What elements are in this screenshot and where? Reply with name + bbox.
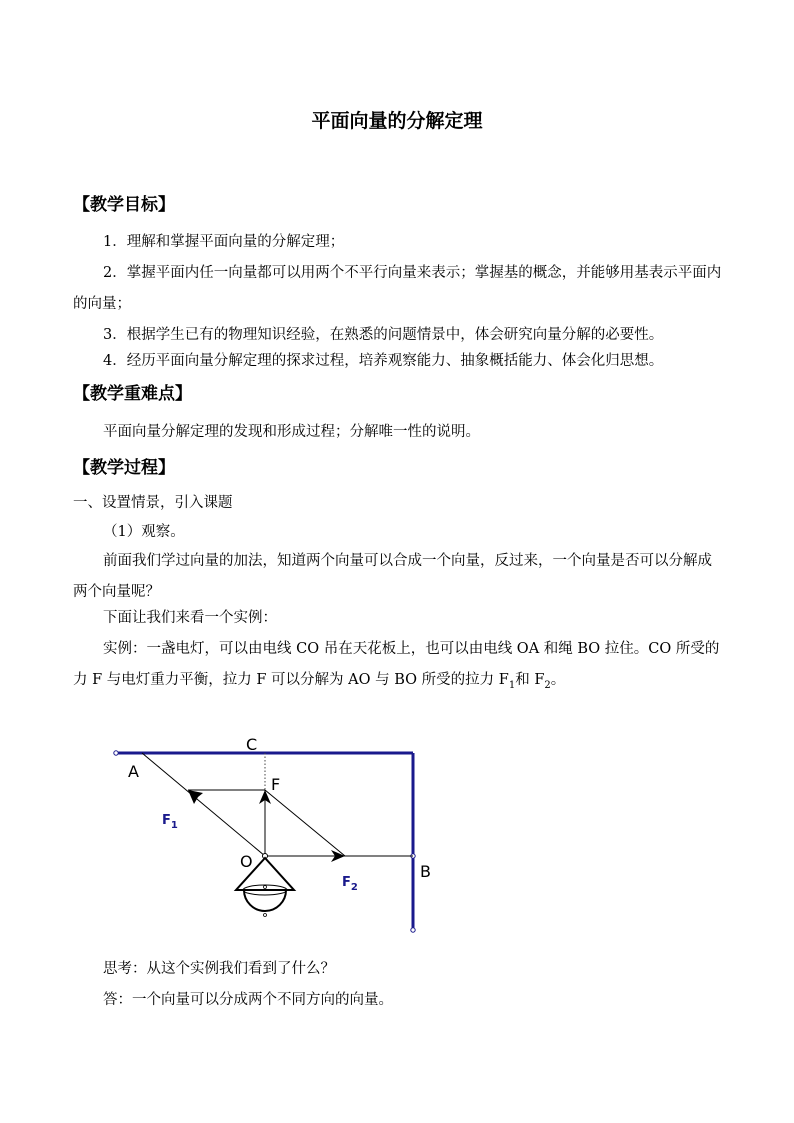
process-heading: 【教学过程】 <box>73 458 175 478</box>
label-o: O <box>240 852 253 871</box>
label-a: A <box>128 762 139 781</box>
observe-label: （1）观察。 <box>103 524 185 540</box>
wire-oa <box>142 753 265 856</box>
difficulties-text: 平面向量分解定理的发现和形成过程；分解唯一性的说明。 <box>103 424 480 440</box>
label-f1: $F_1$ <box>162 813 178 831</box>
paragraph-3-text-a: 实例：一盏电灯，可以由电线 CO 吊在天花板上，也可以由电线 OA 和绳 BO 拉住。CO 所受的力 F 与电灯重力平衡，拉力 F 可以分解为 AO 与 BO 所受的拉力 F <box>73 641 720 688</box>
force-decomposition-figure <box>0 720 794 940</box>
section-1-heading: 一、设置情景，引入课题 <box>73 495 233 511</box>
paragraph-3-sub-2: 2 <box>544 679 551 691</box>
document-title: 平面向量的分解定理 <box>311 110 483 132</box>
label-b: B <box>420 862 431 881</box>
goals-heading: 【教学目标】 <box>73 195 175 215</box>
label-f2: $F_2$ <box>342 875 358 893</box>
goal-item-2: 2．掌握平面内任一向量都可以用两个不平行向量来表示；掌握基的概念，并能够用基表示平面内的向量； <box>73 265 722 312</box>
difficulties-heading: 【教学重难点】 <box>73 384 192 404</box>
paragraph-3-text-b: 和 F <box>515 672 545 688</box>
label-c: C <box>246 735 258 754</box>
label-f: F <box>271 775 281 794</box>
paragraph-3-text-c: 。 <box>550 672 566 688</box>
goal-item-1: 1．理解和掌握平面向量的分解定理； <box>103 234 345 250</box>
lamp-bulb <box>244 890 286 911</box>
think-question: 思考：从这个实例我们看到了什么？ <box>103 961 335 977</box>
paragraph-3-sub-1: 1 <box>508 679 516 691</box>
paragraph-3 <box>73 634 723 701</box>
goal-item-3: 3．根据学生已有的物理知识经验，在熟悉的问题情景中，体会研究向量分解的必要性。 <box>103 327 664 343</box>
answer-text: 答：一个向量可以分成两个不同方向的向量。 <box>103 992 393 1008</box>
paragraph-2: 下面让我们来看一个实例： <box>103 610 277 626</box>
paragraph-1: 前面我们学过向量的加法，知道两个向量可以合成一个向量，反过来，一个向量是否可以分解成两个向量呢？ <box>73 553 712 600</box>
goal-item-4: 4．经历平面向量分解定理的探求过程，培养观察能力、抽象概括能力、体会化归思想。 <box>103 353 664 369</box>
